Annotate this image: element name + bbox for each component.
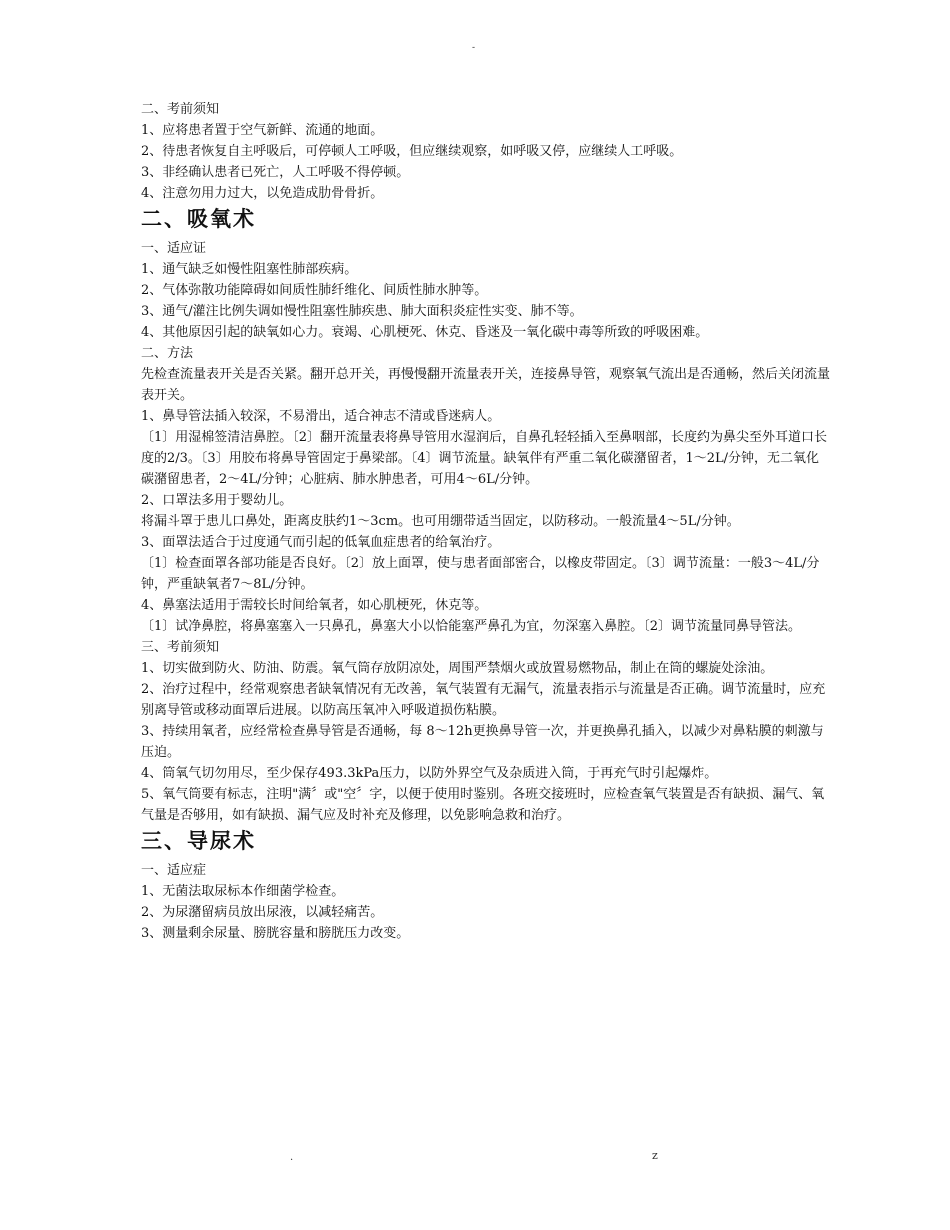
footer-left-mark: . — [290, 1152, 294, 1163]
paragraph-line: 〔1〕检查面罩各部功能是否良好。〔2〕放上面罩，使与患者面部密合，以橡皮带固定。〔3〕调节流量：一般3～4L/分钟，严重缺氧者7～8L/分钟。 — [141, 556, 820, 592]
paragraph-line: 1、应将患者置于空气新鲜、流通的地面。 — [141, 123, 384, 138]
paragraph-line: 三、考前须知 — [141, 640, 220, 655]
paragraph-line: 将漏斗罩于患儿口鼻处，距离皮肤约1～3cm。也可用绷带适当固定，以防移动。一般流量4～5L/分钟。 — [141, 514, 740, 529]
paragraph-line: 4、注意勿用力过大，以免造成肋骨骨折。 — [141, 186, 384, 201]
paragraph-line: 1、通气缺乏如慢性阻塞性肺部疾病。 — [141, 262, 358, 277]
paragraph-line: 2、治疗过程中，经常观察患者缺氧情况有无改善，氧气装置有无漏气，流量表指示与流量是否正确。调节流量时，应充别离导管或移动面罩后进展。以防高压氧冲入呼吸道损伤粘膜。 — [141, 682, 826, 718]
paragraph-line: 4、其他原因引起的缺氧如心力。衰竭、心肌梗死、休克、昏迷及一氧化碳中毒等所致的呼吸困难。 — [141, 325, 709, 340]
paragraph-line: 先检查流量表开关是否关紧。翻开总开关，再慢慢翻开流量表开关，连接鼻导管，观察氧气流出是否通畅，然后关闭流量表开关。 — [141, 367, 831, 403]
paragraph-line: 5、氧气筒要有标志，注明"满〞或"空〞字，以便于使用时鉴别。各班交接班时，应检查氧气装置是否有缺损、漏气、氧气量是否够用，如有缺损、漏气应及时补充及修理，以免影响急救和治疗。 — [141, 787, 825, 823]
paragraph-line: 〔1〕用湿棉签清洁鼻腔。〔2〕翻开流量表将鼻导管用水湿润后，自鼻孔轻轻插入至鼻咽部，长度约为鼻尖至外耳道口长度的2/3。〔3〕用胶布将鼻导管固定于鼻梁部。〔4〕调节流量。缺氧伴有严重二氧化碳潴留者，1～2L/分钟，无二氧化碳潴留患者，2～4L/分钟；心脏病、肺水肿患者，可用4～6L/分钟。 — [141, 430, 828, 487]
paragraph-line: 4、筒氧气切勿用尽，至少保存493.3kPa压力，以防外界空气及杂质进入筒，于再充气时引起爆炸。 — [141, 766, 718, 781]
paragraph-line: 2、口罩法多用于婴幼儿。 — [141, 493, 293, 508]
paragraph-line: 一、适应症 — [141, 863, 207, 878]
page-header-mark: - — [472, 43, 476, 53]
paragraph-line: 3、测量剩余尿量、膀胱容量和膀胱压力改变。 — [141, 926, 410, 941]
paragraph-line: 3、持续用氧者，应经常检查鼻导管是否通畅，每 8～12h更换鼻导管一次，并更换鼻孔插入，以减少对鼻粘膜的刺激与压迫。 — [141, 724, 824, 760]
paragraph-line: 2、为尿潴留病员放出尿液，以减轻痛苦。 — [141, 905, 384, 920]
paragraph-line: 4、鼻塞法适用于需较长时间给氧者，如心肌梗死，休克等。 — [141, 598, 488, 613]
paragraph-line: 二、方法 — [141, 346, 194, 361]
paragraph-line: 3、面罩法适合于过度通气而引起的低氧血症患者的给氧治疗。 — [141, 535, 501, 550]
paragraph-line: 〔1〕试净鼻腔，将鼻塞塞入一只鼻孔，鼻塞大小以恰能塞严鼻孔为宜，勿深塞入鼻腔。〔2〕调节流量同鼻导管法。 — [141, 619, 802, 634]
paragraph-line: 1、无菌法取尿标本作细菌学检查。 — [141, 884, 345, 899]
section-heading: 三、导尿术 — [141, 828, 256, 853]
paragraph-line: 3、通气/灌注比例失调如慢性阻塞性肺疾患、肺大面积炎症性实变、肺不等。 — [141, 304, 583, 319]
paragraph-line: 二、考前须知 — [141, 102, 220, 117]
document-body — [141, 99, 831, 944]
paragraph-line: 2、待患者恢复自主呼吸后，可停顿人工呼吸，但应继续观察，如呼吸又停，应继续人工呼吸。 — [141, 144, 683, 159]
footer-right-mark: z — [652, 1149, 658, 1162]
paragraph-line: 1、鼻导管法插入较深，不易滑出，适合神志不清或昏迷病人。 — [141, 409, 501, 424]
paragraph-line: 一、适应证 — [141, 241, 207, 256]
section-heading: 二、吸氧术 — [141, 206, 256, 231]
paragraph-line: 3、非经确认患者已死亡，人工呼吸不得停顿。 — [141, 165, 410, 180]
paragraph-line: 2、气体弥散功能障碍如间质性肺纤维化、间质性肺水肿等。 — [141, 283, 488, 298]
paragraph-line: 1、切实做到防火、防油、防震。氧气筒存放阴凉处，周围严禁烟火或放置易燃物品，制止在筒的螺旋处涂油。 — [141, 661, 774, 676]
